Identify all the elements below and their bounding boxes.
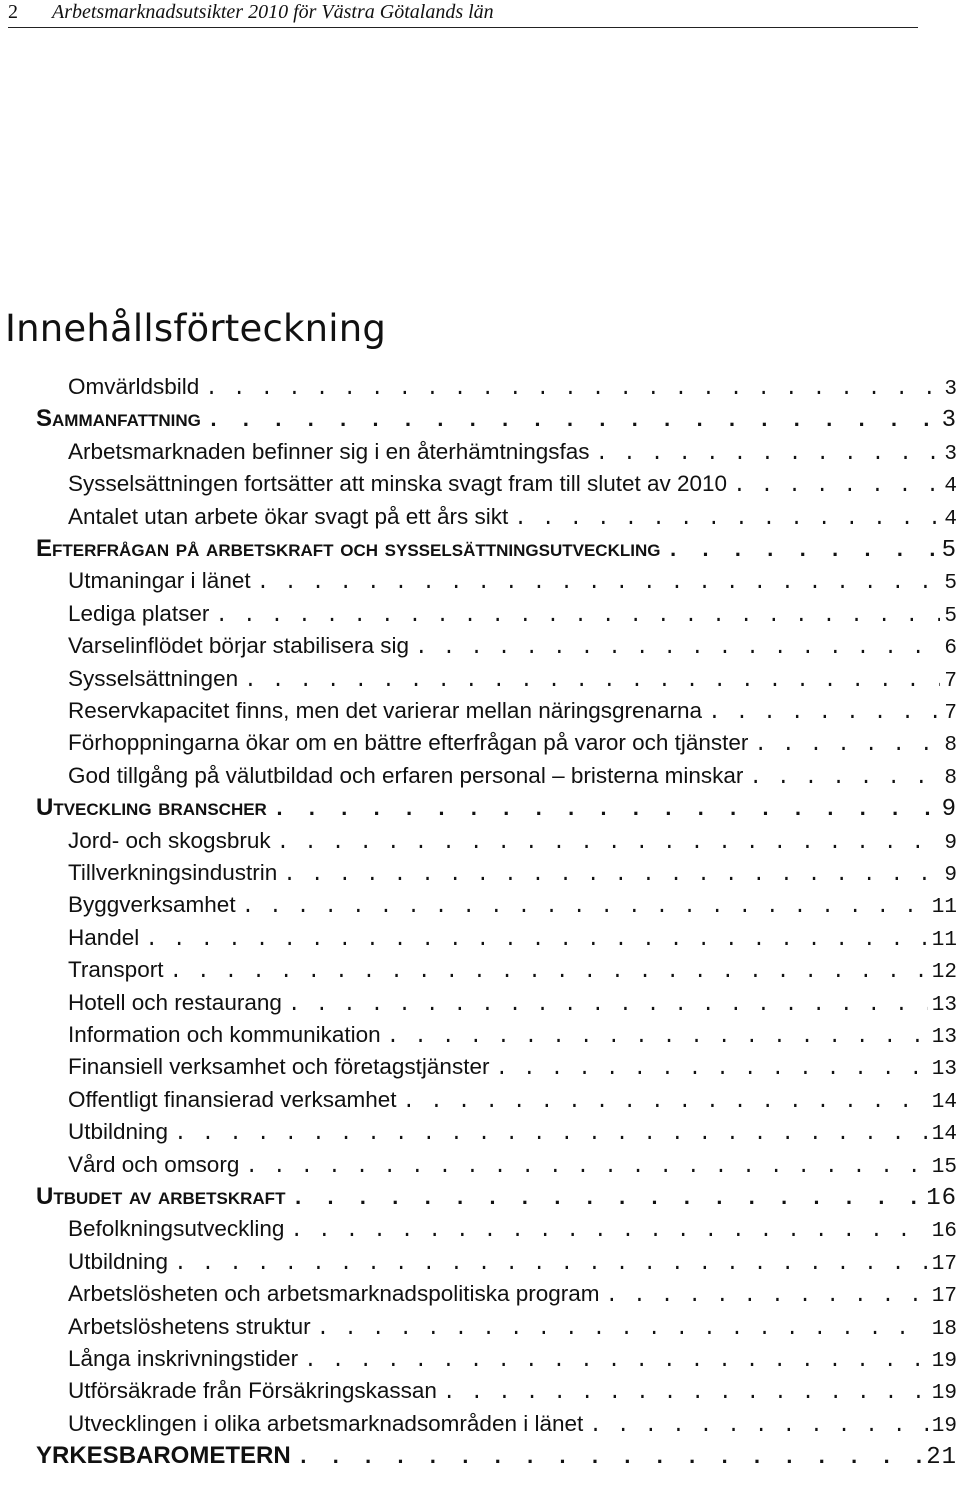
toc-entry[interactable] <box>68 890 957 924</box>
toc-entry-page-number: 16 <box>926 1185 957 1212</box>
toc-entry-page-number: 16 <box>931 1220 957 1244</box>
toc-entry-label: Vård och omsorg <box>68 1151 240 1177</box>
toc-entry-page-number: 17 <box>931 1285 957 1309</box>
toc-entry[interactable] <box>68 1376 957 1410</box>
toc-entry-label: Utbildning <box>68 1248 169 1274</box>
toc-entry-label: Lediga platser <box>68 600 210 626</box>
toc-entry[interactable] <box>68 372 957 406</box>
toc-entry[interactable] <box>68 1312 957 1346</box>
toc-entry-label: Långa inskrivningstider <box>68 1346 299 1371</box>
toc-entry-label: Byggverksamhet <box>68 892 236 918</box>
toc-dot-leader <box>317 1315 928 1345</box>
toc-entry-label: Finansiell verksamhet och företagstjänster <box>68 1054 490 1080</box>
toc-entry-label: Arbetslöshetens struktur <box>68 1313 311 1339</box>
toc-entry-label: Omvärldsbild <box>68 374 200 399</box>
toc-entry-label: Information och kommunikation <box>68 1022 381 1047</box>
toc-entry[interactable] <box>68 1344 957 1378</box>
toc-dot-leader <box>245 1153 927 1183</box>
toc-dot-leader <box>242 893 928 923</box>
toc-entry-label: Arbetslösheten och arbetsmarknadspolitiska program <box>68 1281 600 1307</box>
toc-entry[interactable] <box>68 469 957 503</box>
toc-dot-leader <box>297 1443 923 1473</box>
toc-entry-page-number: 8 <box>944 766 957 790</box>
toc-section-entry[interactable] <box>36 1182 957 1216</box>
toc-entry-page-number: 9 <box>941 796 957 824</box>
toc-dot-leader <box>244 667 940 697</box>
toc-entry-page-number: 5 <box>944 604 957 628</box>
toc-dot-leader <box>207 406 938 436</box>
toc-entry-page-number: 8 <box>944 734 957 758</box>
toc-section-entry[interactable] <box>36 534 957 568</box>
toc-entry-page-number: 11 <box>931 896 957 920</box>
toc-section-entry[interactable] <box>36 1441 957 1475</box>
toc-entry-page-number: 17 <box>931 1252 957 1276</box>
toc-entry-page-number: 14 <box>931 1123 957 1147</box>
toc-entry-label: Sysselsättningen <box>68 665 239 691</box>
toc-entry-page-number: 6 <box>944 637 957 661</box>
toc-entry-label: Varselinflödet börjar stabilisera sig <box>68 633 409 659</box>
toc-entry-label: YRKESBAROMETERN <box>36 1442 291 1470</box>
toc-entry-label: Efterfrågan på arbetskraft och sysselsättningsutveckling <box>36 535 661 562</box>
toc-entry-page-number: 19 <box>931 1382 957 1406</box>
toc-dot-leader <box>288 991 928 1021</box>
toc-entry-page-number: 15 <box>931 1155 957 1179</box>
toc-entry-label: Offentligt finansierad verksamhet <box>68 1086 397 1112</box>
toc-entry-label: Utbudet av arbetskraft <box>36 1183 286 1210</box>
toc-entry-label: God tillgång på välutbildad och erfaren personal – bristerna minskar <box>68 762 744 788</box>
toc-dot-leader <box>387 1023 928 1053</box>
toc-entry[interactable] <box>68 566 957 600</box>
running-header <box>8 0 918 28</box>
toc-entry-label: Antalet utan arbete ökar svagt på ett års sikt <box>68 503 509 529</box>
toc-entry-label: Utveckling branscher <box>36 794 267 822</box>
toc-entry-page-number: 14 <box>931 1090 957 1114</box>
toc-entry-page-number: 4 <box>944 475 957 499</box>
toc-entry[interactable] <box>68 1052 957 1086</box>
toc-dot-leader <box>205 375 940 405</box>
toc-entry-label: Arbetsmarknaden befinner sig i en återhämtningsfas <box>68 438 590 464</box>
toc-dot-leader <box>733 472 940 502</box>
toc-dot-leader <box>443 1379 928 1409</box>
toc-entry[interactable] <box>68 437 957 471</box>
toc-entry-label: Transport <box>68 957 164 983</box>
toc-entry[interactable] <box>68 1117 957 1151</box>
toc-entry-page-number: 9 <box>944 864 957 887</box>
toc-dot-leader <box>215 602 940 632</box>
toc-dot-leader <box>514 505 940 535</box>
toc-entry-page-number: 19 <box>931 1414 957 1438</box>
header-document-title: Arbetsmarknadsutsikter 2010 för Västra Götalands län <box>52 1 494 23</box>
toc-entry[interactable] <box>68 923 957 957</box>
toc-entry-label: Tillverkningsindustrin <box>68 860 278 885</box>
toc-entry-label: Befolkningsutveckling <box>68 1216 285 1242</box>
toc-entry[interactable] <box>68 1150 957 1184</box>
toc-entry-label: Sammanfattning <box>36 405 201 433</box>
toc-entry[interactable] <box>68 1020 957 1054</box>
toc-entry-page-number: 12 <box>931 961 957 985</box>
toc-entry-label: Utförsäkrade från Försäkringskassan <box>68 1378 437 1404</box>
toc-entry-page-number: 9 <box>944 831 957 855</box>
toc-entry[interactable] <box>68 728 957 762</box>
toc-dot-leader <box>749 764 940 794</box>
toc-entry-page-number: 3 <box>944 442 957 466</box>
toc-dot-leader <box>277 829 941 859</box>
toc-dot-leader <box>415 634 940 664</box>
toc-entry[interactable] <box>68 1085 957 1119</box>
toc-entry-page-number: 13 <box>931 1026 957 1049</box>
toc-entry-page-number: 7 <box>944 702 957 725</box>
toc-entry-label: Handel <box>68 924 140 950</box>
toc-entry-page-number: 5 <box>944 572 957 596</box>
toc-entry[interactable] <box>68 955 957 989</box>
toc-entry[interactable] <box>68 1279 957 1313</box>
toc-dot-leader <box>174 1250 928 1280</box>
toc-entry-label: Utbildning <box>68 1119 169 1145</box>
toc-dot-leader <box>403 1088 928 1118</box>
toc-entry-label: Förhoppningarna ökar om en bättre efterfrågan på varor och tjänster <box>68 730 749 756</box>
toc-entry-page-number: 3 <box>944 378 957 401</box>
toc-dot-leader <box>174 1120 928 1150</box>
toc-section-entry[interactable] <box>36 404 957 438</box>
toc-entry-label: Sysselsättningen fortsätter att minska svagt fram till slutet av 2010 <box>68 471 728 497</box>
toc-entry-page-number: 3 <box>941 407 957 435</box>
toc-dot-leader <box>169 958 927 988</box>
toc-dot-leader <box>596 440 941 470</box>
toc-entry[interactable] <box>68 988 957 1022</box>
toc-dot-leader <box>145 926 927 956</box>
toc-dot-leader <box>495 1055 927 1085</box>
toc-entry[interactable] <box>68 599 957 633</box>
toc-dot-leader <box>290 1217 927 1247</box>
toc-section-entry[interactable] <box>36 793 957 827</box>
toc-dot-leader <box>283 861 940 891</box>
toc-entry-page-number: 5 <box>941 537 957 564</box>
toc-entry-page-number: 19 <box>931 1350 957 1373</box>
toc-dot-leader <box>304 1347 928 1377</box>
toc-entry[interactable] <box>68 1247 957 1281</box>
toc-entry-page-number: 11 <box>931 928 957 952</box>
toc-entry[interactable] <box>68 696 957 730</box>
toc-entry-page-number: 4 <box>944 507 957 531</box>
toc-entry[interactable] <box>68 664 957 698</box>
toc-dot-leader <box>291 1184 922 1214</box>
toc-entry[interactable] <box>68 631 957 665</box>
toc-entry[interactable] <box>68 761 957 795</box>
toc-entry-page-number: 18 <box>931 1317 957 1341</box>
toc-entry[interactable] <box>68 858 957 892</box>
toc-entry[interactable] <box>68 502 957 536</box>
toc-entry-label: Jord- och skogsbruk <box>68 827 271 853</box>
toc-dot-leader <box>754 731 940 761</box>
toc-entry[interactable] <box>68 1409 957 1443</box>
toc-entry-page-number: 13 <box>931 993 957 1017</box>
toc-entry[interactable] <box>68 826 957 860</box>
toc-entry-page-number: 21 <box>926 1444 957 1472</box>
toc-entry-label: Reservkapacitet finns, men det varierar mellan näringsgrenarna <box>68 698 703 723</box>
toc-entry[interactable] <box>68 1214 957 1248</box>
header-page-number: 2 <box>8 1 18 23</box>
toc-entry-page-number: 13 <box>931 1058 957 1082</box>
toc-dot-leader <box>708 699 940 729</box>
toc-entry-page-number: 7 <box>944 669 957 693</box>
toc-entry-label: Utmaningar i länet <box>68 568 251 594</box>
toc-dot-leader <box>257 569 941 599</box>
toc-dot-leader <box>666 536 937 566</box>
toc-entry-label: Hotell och restaurang <box>68 989 282 1015</box>
toc-dot-leader <box>273 795 938 825</box>
toc-dot-leader <box>589 1412 928 1442</box>
toc-entry-label: Utvecklingen i olika arbetsmarknadsområden i länet <box>68 1410 584 1436</box>
toc-title: Innehållsförteckning <box>5 307 387 350</box>
toc-dot-leader <box>606 1282 928 1312</box>
